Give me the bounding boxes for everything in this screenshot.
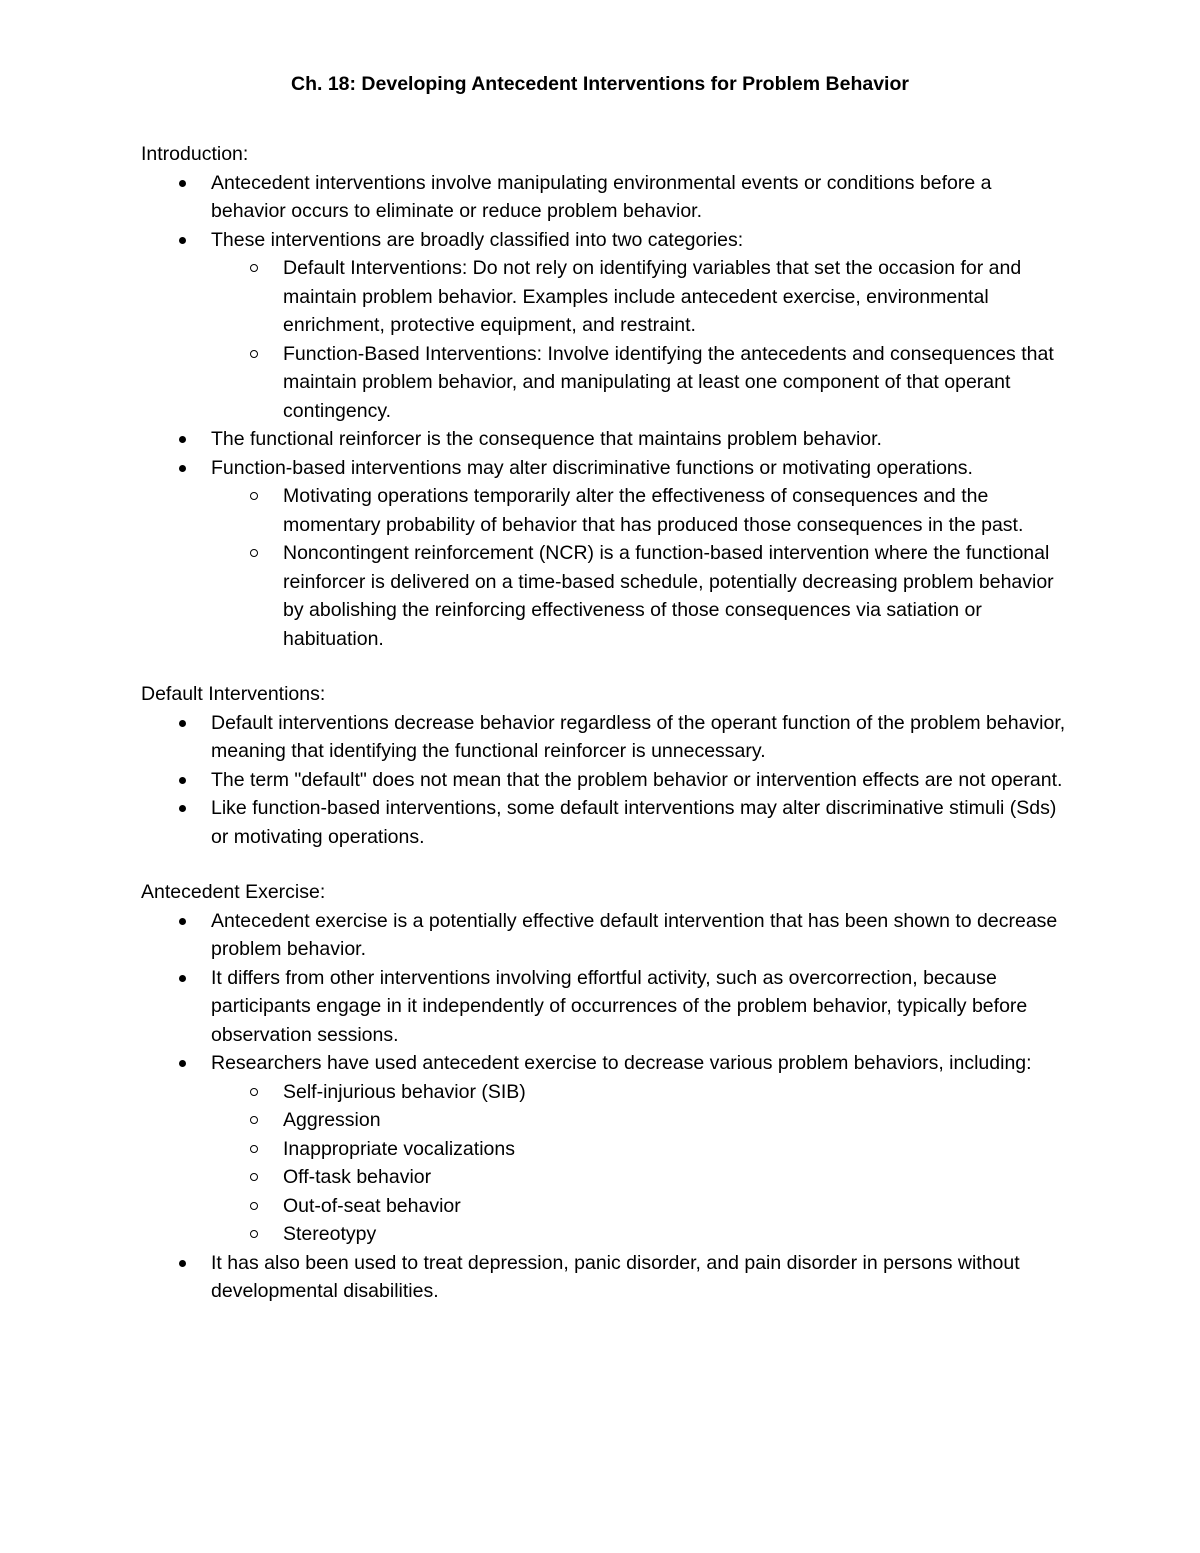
bullet-disc-icon <box>179 1260 186 1267</box>
sub-list-item <box>283 1078 1071 1107</box>
sub-list-item-text: Self-injurious behavior (SIB) <box>283 1080 526 1103</box>
bullet-disc-icon <box>179 805 186 812</box>
bullet-disc-icon <box>179 237 186 244</box>
bullet-circle-icon <box>250 264 258 272</box>
sub-list-item <box>283 1163 1071 1192</box>
section-heading: Default Interventions: <box>141 683 326 705</box>
document-body <box>141 140 1071 1306</box>
sub-bullet-list <box>211 1078 1071 1249</box>
bullet-disc-icon <box>179 720 186 727</box>
sub-list-item <box>283 482 1071 539</box>
bullet-circle-icon <box>250 492 258 500</box>
list-item-text: The term "default" does not mean that the problem behavior or intervention effects are not operant. <box>211 768 1063 791</box>
bullet-circle-icon <box>250 350 258 358</box>
bullet-circle-icon <box>250 1202 258 1210</box>
bullet-disc-icon <box>179 436 186 443</box>
list-item <box>211 794 1071 851</box>
section-heading: Antecedent Exercise: <box>141 881 326 903</box>
sub-list-item-text: Out-of-seat behavior <box>283 1194 461 1217</box>
bullet-circle-icon <box>250 549 258 557</box>
list-item <box>211 169 1071 226</box>
sub-bullet-list <box>211 482 1071 653</box>
list-item <box>211 709 1071 766</box>
sub-list-item-text: Inappropriate vocalizations <box>283 1137 515 1160</box>
sub-list-item <box>283 1106 1071 1135</box>
list-item <box>211 226 1071 426</box>
bullet-disc-icon <box>179 975 186 982</box>
bullet-disc-icon <box>179 465 186 472</box>
list-item <box>211 1049 1071 1249</box>
sub-list-item <box>283 340 1071 426</box>
sub-list-item-text: Motivating operations temporarily alter the effectiveness of consequences and the momentary probability of behavior that has produced those consequences in the past. <box>283 485 1024 536</box>
list-item-text: Default interventions decrease behavior regardless of the operant function of the problem behavior, meaning that identifying the functional reinforcer is unnecessary. <box>211 711 1066 762</box>
bullet-list <box>141 907 1071 1306</box>
sub-bullet-list <box>211 254 1071 425</box>
bullet-circle-icon <box>250 1116 258 1124</box>
bullet-disc-icon <box>179 1060 186 1067</box>
list-item-text: These interventions are broadly classified into two categories: <box>211 228 744 251</box>
document-title: Ch. 18: Developing Antecedent Interventions for Problem Behavior <box>291 73 909 95</box>
section-default-interventions <box>141 680 1071 851</box>
list-item <box>211 766 1071 795</box>
list-item-text: The functional reinforcer is the consequence that maintains problem behavior. <box>211 428 882 450</box>
list-item <box>211 1249 1071 1306</box>
bullet-disc-icon <box>179 777 186 784</box>
bullet-list <box>141 169 1071 654</box>
sub-list-item-text: Aggression <box>283 1109 381 1131</box>
section-heading: Introduction: <box>141 143 249 165</box>
section-introduction <box>141 140 1071 653</box>
list-item <box>211 964 1071 1050</box>
list-item-text: Like function-based interventions, some default interventions may alter discriminative stimuli (Sds) or motivating operations. <box>211 797 1057 848</box>
list-item <box>211 907 1071 964</box>
list-item-text: Researchers have used antecedent exercise to decrease various problem behaviors, including: <box>211 1052 1032 1074</box>
sub-list-item-text: Function-Based Interventions: Involve identifying the antecedents and consequences that maintain problem behavior, and manipulating at least one component of that operant contingency. <box>283 342 1054 422</box>
sub-list-item-text: Stereotypy <box>283 1223 377 1245</box>
list-item <box>211 454 1071 654</box>
list-item <box>211 425 1071 454</box>
list-item-text: Antecedent exercise is a potentially effective default intervention that has been shown to decrease problem behavior. <box>211 909 1058 960</box>
sub-list-item-text: Default Interventions: Do not rely on identifying variables that set the occasion for and maintain problem behavior. Examples include antecedent exercise, environmental enrichment, protective equipment, and restraint. <box>283 257 1022 336</box>
list-item-text: Antecedent interventions involve manipulating environmental events or conditions before a behavior occurs to eliminate or reduce problem behavior. <box>211 171 992 222</box>
bullet-list <box>141 709 1071 852</box>
bullet-disc-icon <box>179 918 186 925</box>
sub-list-item-text: Off-task behavior <box>283 1166 432 1188</box>
sub-list-item <box>283 539 1071 653</box>
bullet-circle-icon <box>250 1145 258 1153</box>
sub-list-item <box>283 1192 1071 1221</box>
bullet-circle-icon <box>250 1230 258 1238</box>
sub-list-item <box>283 254 1071 340</box>
section-antecedent-exercise <box>141 878 1071 1306</box>
list-item-text: It has also been used to treat depression, panic disorder, and pain disorder in persons without developmental disabilities. <box>211 1251 1020 1302</box>
sub-list-item <box>283 1135 1071 1164</box>
bullet-disc-icon <box>179 180 186 187</box>
list-item-text: It differs from other interventions involving effortful activity, such as overcorrection, because participants engage in it independently of occurrences of the problem behavior, typically before observation sessions. <box>211 966 1028 1046</box>
sub-list-item <box>283 1220 1071 1249</box>
list-item-text: Function-based interventions may alter discriminative functions or motivating operations. <box>211 456 973 479</box>
bullet-circle-icon <box>250 1173 258 1181</box>
bullet-circle-icon <box>250 1088 258 1096</box>
sub-list-item-text: Noncontingent reinforcement (NCR) is a function-based intervention where the functional reinforcer is delivered on a time-based schedule, potentially decreasing problem behavior by abolishing the reinforcing effectiveness of those consequences via satiation or habituation. <box>283 542 1054 650</box>
